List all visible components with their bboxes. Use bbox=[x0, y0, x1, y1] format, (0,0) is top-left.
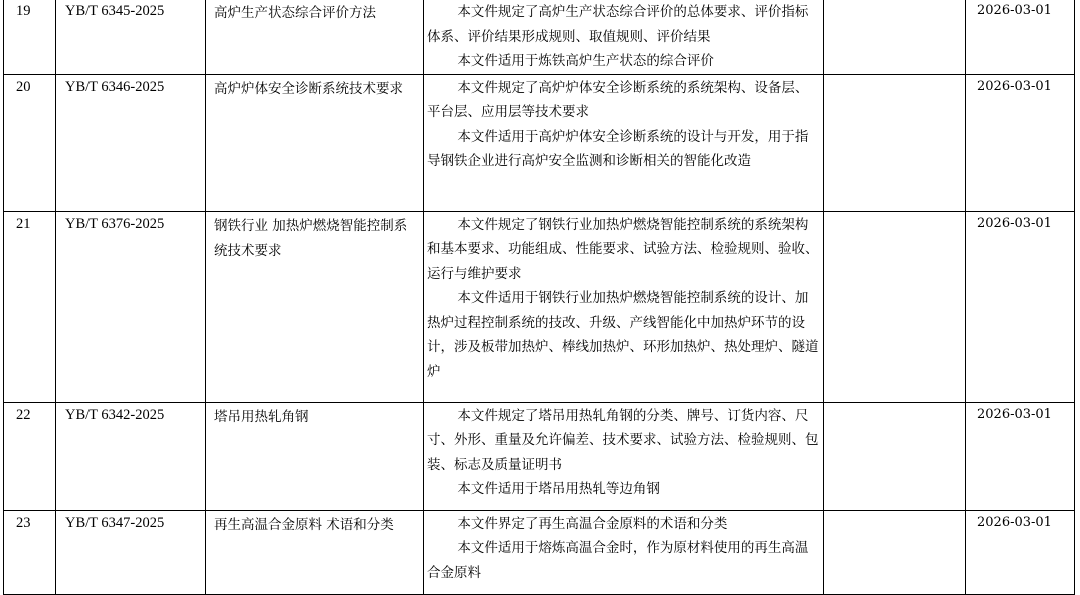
table-row bbox=[4, 0, 1075, 74]
standard-code: YB/T 6346-2025 bbox=[56, 74, 206, 211]
effective-date: 2026-03-01 bbox=[966, 0, 1075, 74]
empty-cell bbox=[824, 0, 966, 74]
applicability-paragraph: 本文件适用于熔炼高温合金时，作为原材料使用的再生高温合金原料 bbox=[427, 540, 809, 581]
table-row bbox=[4, 211, 1075, 402]
row-number: 19 bbox=[4, 0, 56, 74]
scope-paragraph: 本文件规定了塔吊用热轧角钢的分类、牌号、订货内容、尺寸、外形、重量及允许偏差、技术要求、试验方法、检验规则、包装、标志及质量证明书 bbox=[427, 407, 819, 473]
standards-table bbox=[3, 0, 1075, 595]
row-number: 23 bbox=[4, 510, 56, 594]
applicability-paragraph: 本文件适用于高炉炉体安全诊断系统的设计与开发，用于指导钢铁企业进行高炉安全监测和诊断相关的智能化改造 bbox=[427, 128, 809, 169]
table-row bbox=[4, 74, 1075, 211]
empty-cell bbox=[824, 402, 966, 510]
standard-description bbox=[424, 402, 824, 510]
standard-name: 钢铁行业 加热炉燃烧智能控制系统技术要求 bbox=[206, 211, 424, 402]
scope-paragraph: 本文件规定了高炉炉体安全诊断系统的系统架构、设备层、平台层、应用层等技术要求 bbox=[427, 79, 809, 120]
standard-code: YB/T 6376-2025 bbox=[56, 211, 206, 402]
table-row bbox=[4, 402, 1075, 510]
empty-cell bbox=[824, 510, 966, 594]
row-number: 21 bbox=[4, 211, 56, 402]
applicability-paragraph: 本文件适用于塔吊用热轧等边角钢 bbox=[457, 481, 660, 497]
row-number: 20 bbox=[4, 74, 56, 211]
table-row bbox=[4, 510, 1075, 594]
effective-date: 2026-03-01 bbox=[966, 211, 1075, 402]
standard-description bbox=[424, 74, 824, 211]
standard-code: YB/T 6347-2025 bbox=[56, 510, 206, 594]
scope-paragraph: 本文件规定了高炉生产状态综合评价的总体要求、评价指标体系、评价结果形成规则、取值规则、评价结果 bbox=[427, 4, 809, 45]
standard-name: 再生高温合金原料 术语和分类 bbox=[206, 510, 424, 594]
standard-code: YB/T 6342-2025 bbox=[56, 402, 206, 510]
effective-date: 2026-03-01 bbox=[966, 510, 1075, 594]
standard-description bbox=[424, 510, 824, 594]
standard-name: 高炉生产状态综合评价方法 bbox=[206, 0, 424, 74]
standard-name: 塔吊用热轧角钢 bbox=[206, 402, 424, 510]
empty-cell bbox=[824, 211, 966, 402]
scope-paragraph: 本文件规定了钢铁行业加热炉燃烧智能控制系统的系统架构和基本要求、功能组成、性能要求、试验方法、检验规则、验收、运行与维护要求 bbox=[427, 216, 819, 282]
standard-name: 高炉炉体安全诊断系统技术要求 bbox=[206, 74, 424, 211]
scope-paragraph: 本文件界定了再生高温合金原料的术语和分类 bbox=[457, 515, 728, 532]
row-number: 22 bbox=[4, 402, 56, 510]
applicability-paragraph: 本文件适用于钢铁行业加热炉燃烧智能控制系统的设计、加热炉过程控制系统的技改、升级、产线智能化中加热炉环节的设计，涉及板带加热炉、棒线加热炉、环形加热炉、热处理炉、隧道炉 bbox=[427, 290, 819, 380]
empty-cell bbox=[824, 74, 966, 211]
effective-date: 2026-03-01 bbox=[966, 74, 1075, 211]
standard-description bbox=[424, 0, 824, 74]
effective-date: 2026-03-01 bbox=[966, 402, 1075, 510]
standard-code: YB/T 6345-2025 bbox=[56, 0, 206, 74]
standard-description bbox=[424, 211, 824, 402]
applicability-paragraph: 本文件适用于炼铁高炉生产状态的综合评价 bbox=[457, 53, 714, 69]
